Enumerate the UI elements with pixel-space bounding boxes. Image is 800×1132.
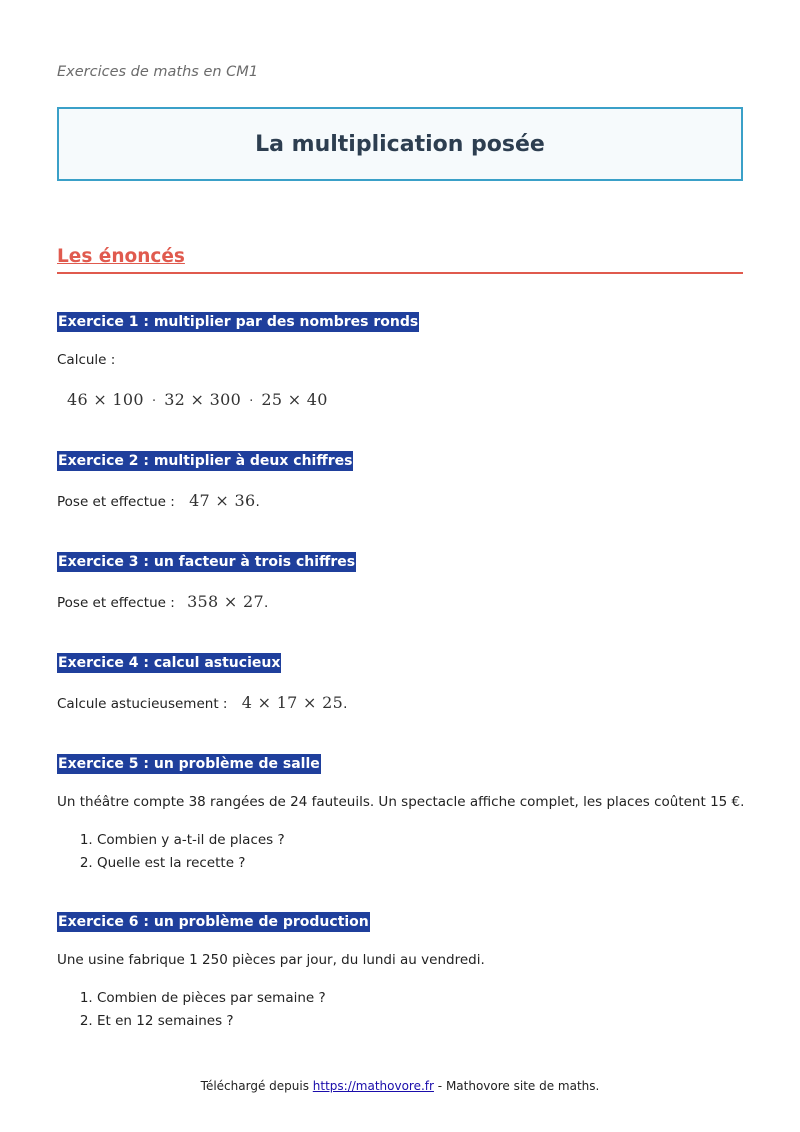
math-separator: ·: [151, 393, 157, 409]
exercise-5: [57, 754, 743, 774]
list-item: 2. Et en 12 semaines ?: [97, 1010, 326, 1033]
exercise-4-prompt: Calcule astucieusement :: [57, 696, 228, 712]
list-item: 1. Combien y a-t-il de places ?: [97, 829, 285, 852]
exercise-5-title: Exercice 5 : un problème de salle: [58, 756, 320, 772]
exercise-2-title: Exercice 2 : multiplier à deux chiffres: [58, 453, 353, 469]
exercise-4: [57, 653, 743, 673]
list-item: 1. Combien de pièces par semaine ?: [97, 987, 326, 1010]
exercise-1-math-c: 25 × 40: [261, 390, 328, 409]
exercise-3-prompt: Pose et effectue :: [57, 595, 175, 611]
period: .: [343, 696, 348, 712]
exercise-3-statement: [57, 592, 268, 611]
exercise-2-math: 47 × 36: [189, 491, 256, 510]
section-heading: [57, 246, 743, 274]
exercise-1-prompt: Calcule :: [57, 352, 116, 368]
exercise-5-text: Un théâtre compte 38 rangées de 24 fauteuils. Un spectacle affiche complet, les places coûtent 15 €.: [57, 794, 745, 810]
footer-link[interactable]: https://mathovore.fr: [312, 1079, 434, 1093]
exercise-1: [57, 312, 743, 332]
exercise-6-text: Une usine fabrique 1 250 pièces par jour, du lundi au vendredi.: [57, 952, 485, 968]
math-separator: ·: [249, 393, 254, 409]
footer-suffix: - Mathovore site de maths.: [437, 1079, 600, 1093]
exercise-3-math: 358 × 27: [187, 592, 264, 611]
exercise-6: [57, 912, 743, 932]
period: .: [255, 494, 260, 510]
page-footer: [0, 1079, 800, 1093]
exercise-4-statement: [57, 693, 347, 712]
exercise-2-statement: [57, 491, 260, 510]
exercise-1-math-b: 32 × 300: [164, 390, 242, 409]
exercise-5-questions: [57, 829, 285, 875]
exercise-4-title: Exercice 4 : calcul astucieux: [58, 655, 281, 671]
document-subtitle: Exercices de maths en CM1: [57, 64, 259, 80]
exercise-6-questions: [57, 987, 326, 1033]
list-item: 2. Quelle est la recette ?: [97, 852, 285, 875]
footer-prefix: Téléchargé depuis: [200, 1079, 309, 1093]
period: .: [263, 595, 269, 611]
exercise-3: [57, 552, 743, 572]
title-box: [57, 107, 743, 181]
exercise-1-math-a: 46 × 100: [67, 390, 144, 409]
exercise-2-prompt: Pose et effectue :: [57, 494, 175, 510]
exercise-6-title: Exercice 6 : un problème de production: [58, 914, 369, 930]
exercise-3-title: Exercice 3 : un facteur à trois chiffres: [58, 554, 356, 570]
exercise-2: [57, 451, 743, 471]
section-title: Les énoncés: [57, 246, 185, 267]
exercise-1-title: Exercice 1 : multiplier par des nombres ronds: [58, 314, 419, 330]
exercise-1-math: [67, 390, 328, 409]
exercise-4-math: 4 × 17 × 25: [241, 693, 344, 712]
document-title: La multiplication posée: [255, 131, 545, 157]
